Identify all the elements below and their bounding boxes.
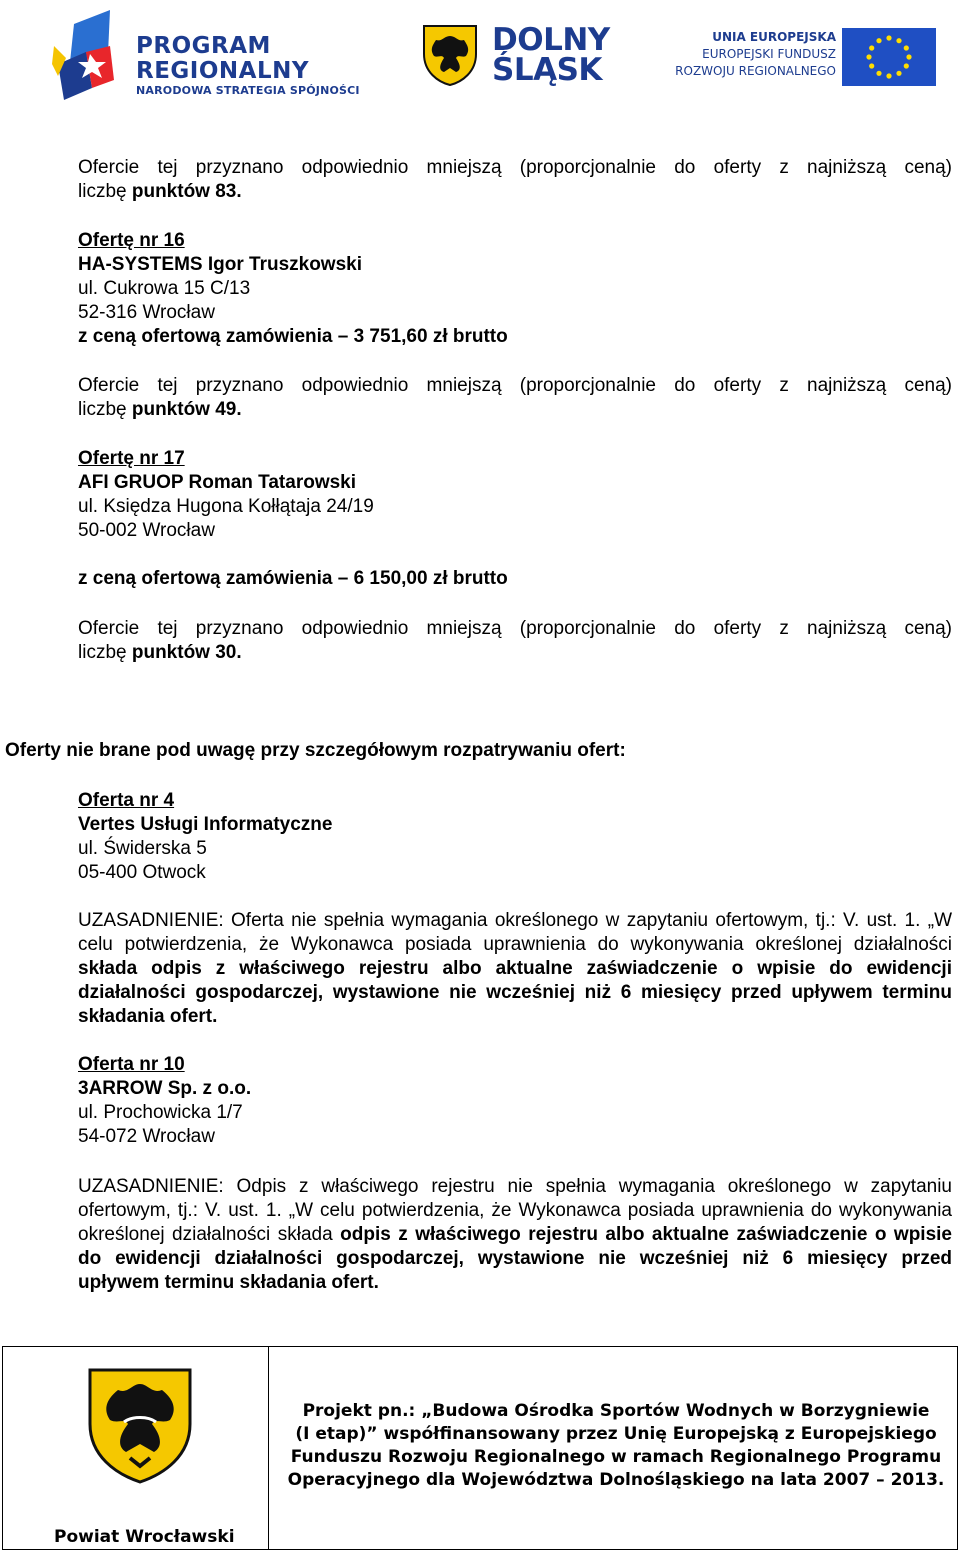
footer-project-line3: Funduszu Rozwoju Regionalnego w ramach Regionalnego Programu [290, 1447, 942, 1467]
offer-16-city: 52-316 Wrocław [78, 302, 215, 323]
program-logo-line2: REGIONALNY [136, 58, 310, 84]
offer-10-justification: UZASADNIENIE: Odpis z właściwego rejestru nie spełnia wymagania określonego w zapytaniu ofertowym, tj.: V. ust. 1. „W celu potwierdzenia, że Wykonawca posiada uprawnienia do wykonywania określonej działalności składa odpis z właściwego rejestru albo aktualne zaświadczenie o wpisie do ewidencji działalności gospodarczej, wystawione nie wcześniej niż 6 miesięcy przed upływem terminu składania ofert. [78, 1176, 952, 1293]
eu-flag-icon [842, 28, 936, 86]
region-logo-line2: ŚLĄSK [492, 52, 602, 88]
powiat-eagle-crest-icon [86, 1366, 194, 1484]
region-logo-line1: DOLNY [492, 22, 610, 58]
offer-4-city: 05-400 Otwock [78, 862, 206, 883]
offer-17-title: Ofertę nr 17 [78, 448, 185, 469]
rejected-offers-heading: Oferty nie brane pod uwagę przy szczegółowym rozpatrywaniu ofert: [5, 740, 626, 761]
offer-17-price: z ceną ofertową zamówienia – 6 150,00 zł brutto [78, 568, 508, 589]
eu-logo-line1: UNIA EUROPEJSKA [712, 30, 836, 44]
offer-10-city: 54-072 Wrocław [78, 1126, 215, 1147]
intro-points-line2: liczbę punktów 83. [78, 181, 242, 202]
footer-powiat-label: Powiat Wrocławski [54, 1527, 235, 1547]
program-logo-line1: PROGRAM [136, 33, 271, 59]
footer-divider [268, 1346, 269, 1550]
offer-16-price: z ceną ofertową zamówienia – 3 751,60 zł brutto [78, 326, 508, 347]
offer-4-company: Vertes Usługi Informatyczne [78, 814, 333, 835]
offer-17-points-line1: Ofercie tej przyznano odpowiednio mniejszą (proporcjonalnie do oferty z najniższą ceną) [78, 618, 952, 639]
footer-project-line2: (I etap)” współfinansowany przez Unię Europejską z Europejskiego [295, 1424, 937, 1444]
offer-16-title: Ofertę nr 16 [78, 230, 185, 251]
silesian-eagle-crest-icon [422, 24, 478, 86]
offer-16-points-value: punktów 49. [131, 399, 242, 420]
offer-16-points-line1: Ofercie tej przyznano odpowiednio mniejszą (proporcjonalnie do oferty z najniższą ceną) [78, 375, 952, 396]
offer-17-city: 50-002 Wrocław [78, 520, 215, 541]
offer-10-title: Oferta nr 10 [78, 1054, 185, 1075]
intro-points-line1: Ofercie tej przyznano odpowiednio mniejszą (proporcjonalnie do oferty z najniższą ceną) [78, 157, 952, 178]
offer-17-street: ul. Księdza Hugona Kołłątaja 24/19 [78, 496, 374, 517]
footer-project-line4: Operacyjnego dla Województwa Dolnośląskiego na lata 2007 – 2013. [287, 1470, 945, 1490]
footer-project-line1: Projekt pn.: „Budowa Ośrodka Sportów Wodnych w Borzygniewie [302, 1401, 930, 1421]
offer-16-street: ul. Cukrowa 15 C/13 [78, 278, 251, 299]
offer-17-company: AFI GRUOP Roman Tatarowski [78, 472, 357, 493]
offer-10-company: 3ARROW Sp. z o.o. [78, 1078, 252, 1099]
eu-logo-line2: EUROPEJSKI FUNDUSZ [702, 47, 836, 61]
program-regionalny-emblem-icon [52, 6, 134, 106]
offer-4-title: Oferta nr 4 [78, 790, 175, 811]
offer-16-points-line2: liczbę punktów 49. [78, 399, 242, 420]
intro-points-value: punktów 83. [131, 181, 242, 202]
program-logo-line3: NARODOWA STRATEGIA SPÓJNOŚCI [136, 84, 360, 97]
offer-4-justification: UZASADNIENIE: Oferta nie spełnia wymagania określonego w zapytaniu ofertowym, tj.: V. ust. 1. „W celu potwierdzenia, że Wykonawca posiada uprawnienia do wykonywania określonej działalności składa odpis z właściwego rejestru albo aktualne zaświadczenie o wpisie do ewidencji działalności gospodarczej, wystawione nie wcześniej niż 6 miesięcy przed upływem terminu składania ofert. [78, 910, 952, 1027]
offer-4-justification-bold: składa odpis z właściwego rejestru albo aktualne zaświadczenie o wpisie do ewidencji działalności gospodarczej, wystawione nie wcześniej niż 6 miesięcy przed upływem terminu składania ofert. [78, 958, 952, 1027]
offer-10-justification-bold: odpis z właściwego rejestru albo aktualne zaświadczenie o wpisie do ewidencji działalności gospodarczej, wystawione nie wcześniej niż 6 miesięcy przed upływem terminu składania ofert. [78, 1224, 952, 1293]
offer-16-company: HA-SYSTEMS Igor Truszkowski [78, 254, 362, 275]
offer-17-points-value: punktów 30. [131, 642, 242, 663]
eu-logo-line3: ROZWOJU REGIONALNEGO [675, 64, 836, 78]
offer-4-street: ul. Świderska 5 [78, 838, 207, 859]
offer-17-points-line2: liczbę punktów 30. [78, 642, 242, 663]
offer-10-street: ul. Prochowicka 1/7 [78, 1102, 243, 1123]
